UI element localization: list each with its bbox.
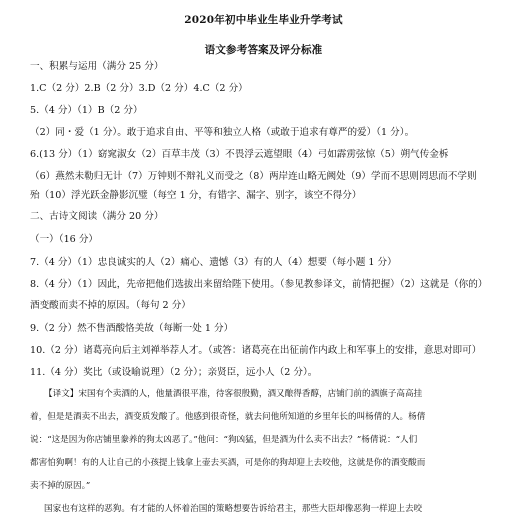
answer-line: 5.（4 分）（1）B（2 分） [30, 105, 143, 116]
translation-line: 国家也有这样的恶狗。有才能的人怀着治国的策略想要告诉给君主，那些大臣却像恶狗一样迎上去咬 [44, 504, 423, 514]
answer-line: 殆（10）浮光跃金静影沉璧（每空 1 分，有错字、漏字、别字，该空不得分） [30, 190, 362, 201]
document-title: 2020年初中毕业生毕业升学考试 [184, 14, 343, 26]
answer-line: 7.（4 分）（1）忠良诚实的人（2）痛心、遗憾（3）有的人（4）想要（每小题 1 分） [30, 257, 397, 268]
translation-line: 【译文】宋国有个卖酒的人，他量酒很平准，待客很殷勤，酒又酿得香醇，店铺门前的酒旗子高高挂 [44, 389, 423, 399]
answer-line: 11.（4 分）奖比（或设喻说理）（2 分）；亲贤臣，远小人（2 分）。 [30, 367, 318, 378]
answer-line: （6）燕然未勒归无计（7）万钟则不辩礼义而受之（8）两岸连山略无阙处（9）学而不思则罔思而不学则 [30, 171, 477, 182]
answer-line: 10.（2 分）诸葛亮向后主刘禅举荐人才。（或答：诸葛亮在出征前作内政上和军事上的安排，意思对即可） [30, 345, 482, 356]
section-heading: 二、古诗文阅读（满分 20 分） [30, 211, 164, 222]
answer-line: （2）同・爱（1 分）。敢于追求自由、平等和独立人格（或敢于追求有尊严的爱）（1 分）。 [30, 127, 415, 138]
subsection-heading: （一）（16 分） [30, 234, 99, 245]
answer-line: 8.（4 分）（1）因此，先帝把他们选拔出来留给陛下使用。（参见教参译文，前情把握）（2）这就是（你的） [30, 279, 488, 290]
section-heading: 一、积累与运用（满分 25 分） [30, 61, 164, 72]
answer-line: 6.(13 分）（1）窈窕淑女（2）百草丰茂（3）不畏浮云遮望眼（4）弓如霹雳弦惊（5）朔气传金柝 [30, 149, 449, 160]
translation-line: 卖不掉的原因。” [30, 481, 91, 491]
answer-line: 酒变酸而卖不掉的原因。（每句 2 分） [30, 300, 191, 311]
document-subtitle: 语文参考答案及评分标准 [204, 44, 323, 56]
translation-line: 着，但是是酒卖不出去，酒变质发酸了。他感到很奇怪，就去问他所知道的乡里年长的叫杨倩的人。杨倩 [30, 412, 426, 422]
answer-line: 9.（2 分）然不售酒酸恪美故（每断一处 1 分） [30, 323, 234, 334]
translation-line: 说：“这是因为你店铺里豢养的狗太凶恶了。”他问：“狗凶猛，但是酒为什么卖不出去？”杨倩说：“人们 [30, 435, 418, 445]
answer-line: 1.C（2 分）2.B（2 分）3.D（2 分）4.C（2 分） [30, 83, 248, 94]
translation-line: 都害怕狗啊！有的人让自己的小孩提上钱拿上壶去买酒，可是你的狗却迎上去咬他，这就是你的酒变酸而 [30, 458, 426, 468]
